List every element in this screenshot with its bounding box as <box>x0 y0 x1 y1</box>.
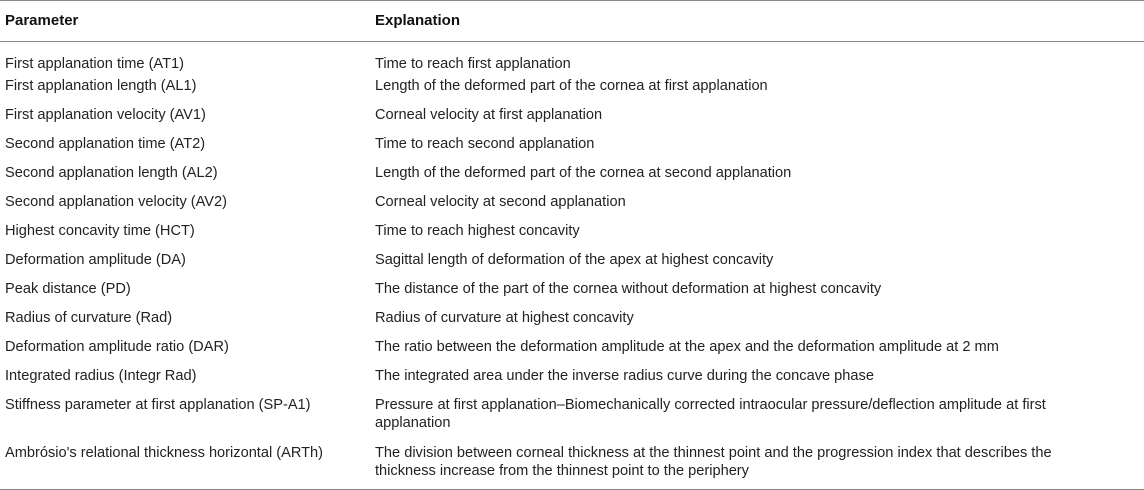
explanation-cell: Time to reach first applanation <box>375 56 571 72</box>
table-row <box>0 392 1144 440</box>
explanation-cell: The division between corneal thickness at the thinnest point and the progression index that describes the thickness increase from the thinnest point to the periphery <box>373 440 1144 490</box>
table-row <box>0 218 1144 247</box>
header-explanation: Explanation <box>373 1 1144 42</box>
table-row <box>0 73 1144 102</box>
parameter-cell: Stiffness parameter at first applanation (SP-A1) <box>5 397 311 413</box>
table-row <box>0 334 1144 363</box>
table-row <box>0 42 1144 74</box>
table-row <box>0 160 1144 189</box>
parameter-cell: First applanation velocity (AV1) <box>5 107 206 123</box>
explanation-cell: Time to reach highest concavity <box>375 223 580 239</box>
table-row <box>0 363 1144 392</box>
explanation-cell: The ratio between the deformation amplitude at the apex and the deformation amplitude at 2 mm <box>375 339 999 355</box>
parameter-cell: First applanation length (AL1) <box>5 78 197 94</box>
explanation-cell: Corneal velocity at second applanation <box>375 194 626 210</box>
parameter-cell: Deformation amplitude (DA) <box>5 252 186 268</box>
explanation-cell: Length of the deformed part of the cornea at second applanation <box>375 165 792 181</box>
parameter-cell: Integrated radius (Integr Rad) <box>5 368 197 384</box>
table-row <box>0 247 1144 276</box>
table-row <box>0 189 1144 218</box>
parameter-cell: Second applanation length (AL2) <box>5 165 218 181</box>
table-row <box>0 131 1144 160</box>
parameter-cell: Second applanation time (AT2) <box>5 136 206 152</box>
parameter-cell: Deformation amplitude ratio (DAR) <box>5 339 229 355</box>
explanation-cell: The distance of the part of the cornea without deformation at highest concavity <box>375 281 882 297</box>
table-body <box>0 42 1144 490</box>
explanation-cell: The integrated area under the inverse radius curve during the concave phase <box>375 368 874 384</box>
explanation-cell: Radius of curvature at highest concavity <box>375 310 634 326</box>
parameter-cell: Peak distance (PD) <box>5 281 131 297</box>
table-row <box>0 305 1144 334</box>
table-row <box>0 276 1144 305</box>
parameter-cell: Radius of curvature (Rad) <box>5 310 173 326</box>
explanation-cell: Corneal velocity at first applanation <box>375 107 603 123</box>
explanation-cell: Pressure at first applanation–Biomechanically corrected intraocular pressure/deflection amplitude at first applanation <box>375 397 1046 431</box>
header-row <box>0 1 1144 42</box>
table-header <box>0 1 1144 42</box>
table-row <box>0 440 1144 490</box>
parameter-cell: Ambrósio's relational thickness horizontal (ARTh) <box>0 440 373 490</box>
table-row <box>0 102 1144 131</box>
header-parameter: Parameter <box>0 1 373 42</box>
parameter-cell: Second applanation velocity (AV2) <box>5 194 228 210</box>
parameter-cell: Highest concavity time (HCT) <box>5 223 195 239</box>
explanation-cell: Time to reach second applanation <box>375 136 595 152</box>
explanation-cell: Sagittal length of deformation of the apex at highest concavity <box>375 252 774 268</box>
explanation-cell: Length of the deformed part of the cornea at first applanation <box>375 78 768 94</box>
parameter-cell: First applanation time (AT1) <box>5 56 184 72</box>
